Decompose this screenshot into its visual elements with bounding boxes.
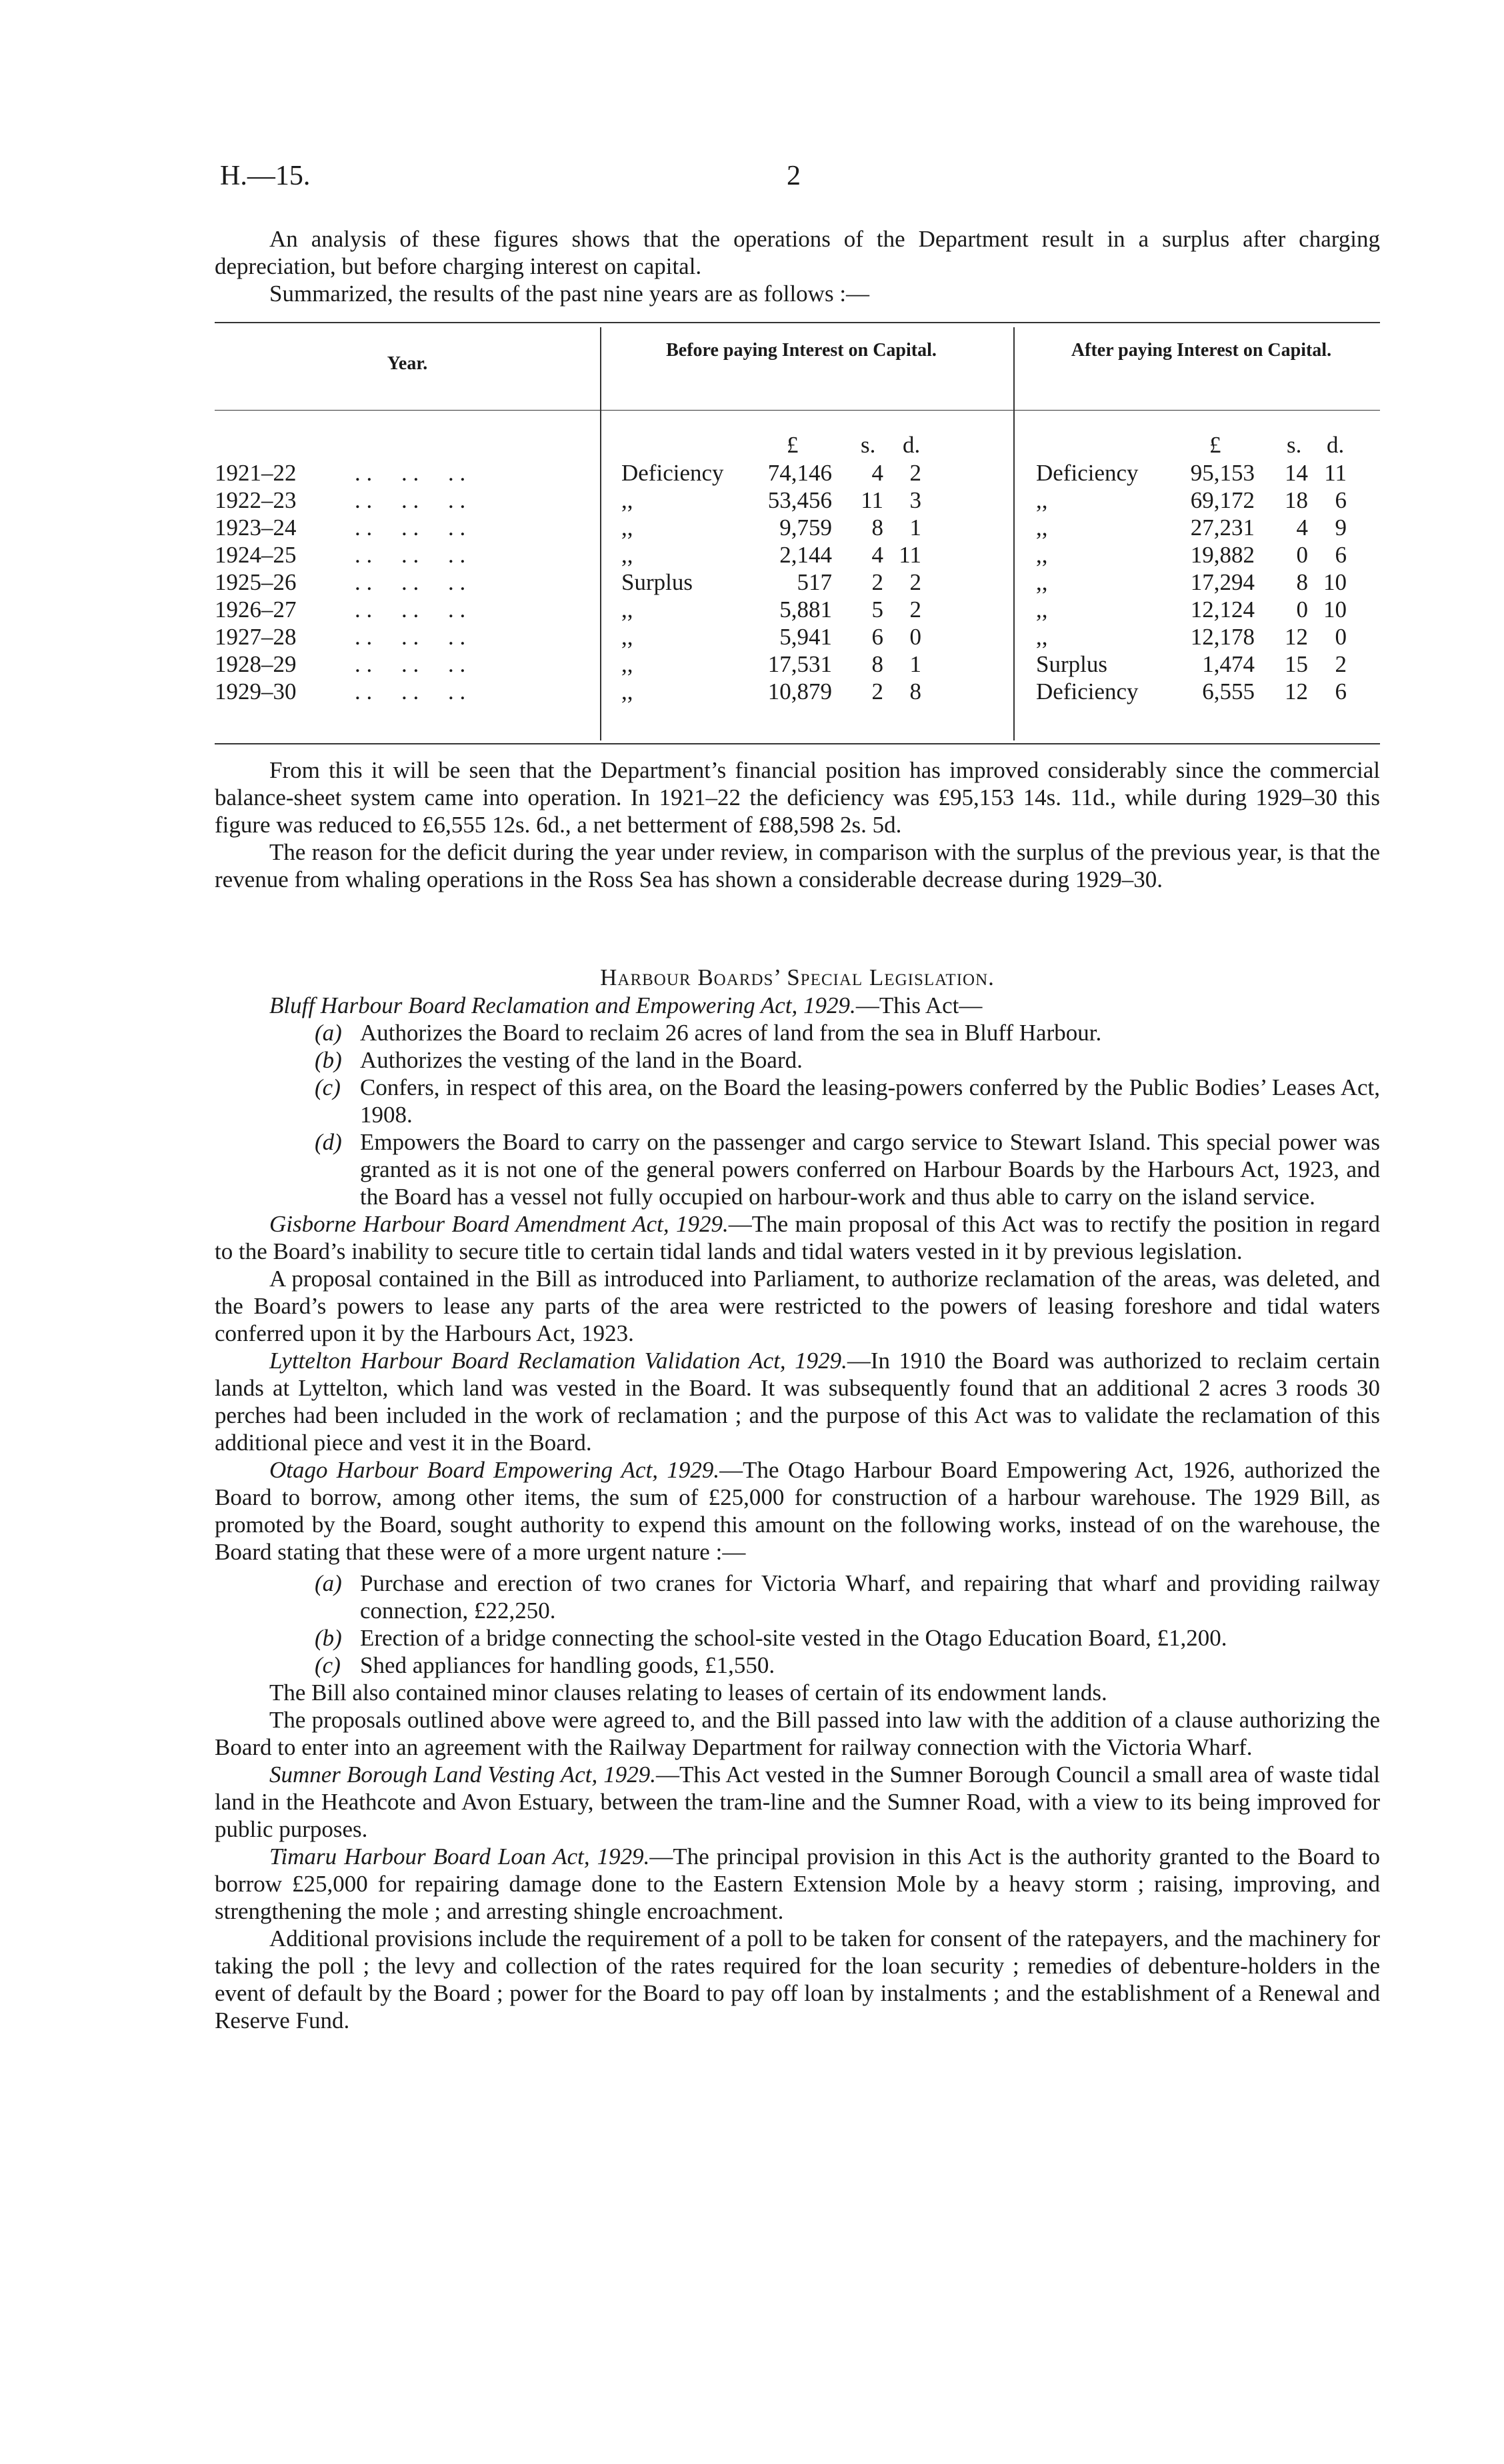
intro-paragraph: An analysis of these figures shows that the operations of the Department result in a surplus after charging depreciation, but before charging interest on capital. <box>215 226 1380 279</box>
after-pence: 10 <box>1323 569 1347 595</box>
item-text: Erection of a bridge connecting the school-site vested in the Otago Education Board, £1,200. <box>360 1625 1227 1651</box>
row-year: 1925–26 <box>215 569 297 595</box>
before-label: Surplus <box>621 569 693 595</box>
after-pence: 6 <box>1335 542 1347 568</box>
after-pence: 10 <box>1323 597 1347 622</box>
before-pounds: 10,879 <box>767 678 832 704</box>
item-label: (a) <box>315 1020 342 1046</box>
bluff-act-paragraph <box>215 992 1380 1019</box>
item-text: Purchase and erection of two cranes for Victoria Wharf, and repairing that wharf and providing railway connection, £22,250. <box>360 1570 1380 1624</box>
column-header-before-interest: Before paying Interest on Capital. <box>666 340 937 361</box>
after-pence: 9 <box>1335 515 1347 541</box>
after-shillings: 15 <box>1285 651 1308 677</box>
item-text: Authorizes the Board to reclaim 26 acres of land from the sea in Bluff Harbour. <box>360 1020 1102 1046</box>
before-label: ,, <box>621 515 633 541</box>
before-label: ,, <box>621 624 633 650</box>
item-text: Authorizes the vesting of the land in the Board. <box>360 1047 803 1073</box>
before-shillings: 8 <box>871 515 883 541</box>
timaru-additional-paragraph: Additional provisions include the requirement of a poll to be taken for consent of the ratepayers, and the machinery for taking the poll ; the levy and collection of the rates required for the loan security ; remedies of debenture-holders in the event of default by the Board ; power for the Board to pay off loan by instalments ; and the establishment of a Renewal and Reserve Fund. <box>215 1925 1380 2033</box>
before-label: ,, <box>621 487 633 513</box>
before-pence: 8 <box>909 678 921 704</box>
otago-works-list <box>215 1570 1380 1679</box>
lyttelton-act-title: Lyttelton Harbour Board Reclamation Validation Act, 1929. <box>269 1348 847 1374</box>
gisborne-act-text: —The main proposal of this Act was to rectify the position in regard to the Board’s inability to secure title to certain tidal lands and tidal waters vested in it by previous legislation. <box>215 1211 1380 1264</box>
after-label: ,, <box>1036 597 1048 622</box>
leader-dots: . . . . . . <box>355 569 466 595</box>
gisborne-act-paragraph <box>215 1210 1380 1265</box>
after-label: ,, <box>1036 624 1048 650</box>
leader-dots: . . . . . . <box>355 624 466 650</box>
sumner-act-title: Sumner Borough Land Vesting Act, 1929. <box>269 1762 657 1788</box>
after-shillings: 4 <box>1296 515 1308 541</box>
before-pounds: 517 <box>797 569 832 595</box>
leader-dots: . . . . . . <box>355 597 466 622</box>
before-pence: 0 <box>909 624 921 650</box>
unit-pence-before: d. <box>903 432 921 458</box>
analysis-block <box>215 756 1380 893</box>
unit-shilling-before: s. <box>861 432 876 458</box>
page-number: 2 <box>787 161 801 191</box>
leader-dots: . . . . . . <box>355 487 466 513</box>
sumner-act-paragraph <box>215 1761 1380 1843</box>
after-pounds: 1,474 <box>1202 651 1255 677</box>
item-label: (b) <box>315 1625 342 1651</box>
timaru-act-title: Timaru Harbour Board Loan Act, 1929. <box>269 1844 650 1869</box>
list-item <box>215 1624 1380 1652</box>
leader-dots: . . . . . . <box>355 460 466 486</box>
table-bottom-rule <box>215 743 1380 744</box>
otago-act-text: —The Otago Harbour Board Empowering Act, 1926, authorized the Board to borrow, among other items, the sum of £25,000 for construction of a harbour warehouse. The 1929 Bill, as promoted by the Board, sought authority to expend this amount on the following works, instead of on the warehouse, the Board stating that these were of a more urgent nature :— <box>215 1457 1381 1565</box>
list-item <box>215 1128 1380 1210</box>
before-pounds: 17,531 <box>767 651 832 677</box>
row-year: 1926–27 <box>215 597 297 622</box>
after-pounds: 12,124 <box>1190 597 1255 622</box>
before-label: ,, <box>621 542 633 568</box>
item-text: Empowers the Board to carry on the passenger and cargo service to Stewart Island. This special power was granted as it is not one of the general powers conferred on Harbour Boards by the Harbours Act, 1923, and the Board has a vessel not fully occupied on harbour-work and thus able to carry on the island service. <box>360 1129 1380 1210</box>
unit-shilling-after: s. <box>1287 432 1302 458</box>
after-pounds: 6,555 <box>1202 678 1255 704</box>
before-shillings: 4 <box>871 542 883 568</box>
leader-dots: . . . . . . <box>355 678 466 704</box>
after-pence: 2 <box>1335 651 1347 677</box>
after-pence: 0 <box>1335 624 1347 650</box>
unit-pence-after: d. <box>1327 432 1345 458</box>
list-item <box>215 1652 1380 1679</box>
leader-dots: . . . . . . <box>355 542 466 568</box>
otago-act-paragraph <box>215 1456 1380 1566</box>
before-pounds: 53,456 <box>767 487 832 513</box>
column-header-after-interest: After paying Interest on Capital. <box>1071 340 1332 361</box>
before-pence: 1 <box>909 651 921 677</box>
before-shillings: 6 <box>871 624 883 650</box>
row-year: 1927–28 <box>215 624 297 650</box>
lyttelton-act-text: —In 1910 the Board was authorized to reclaim certain lands at Lyttelton, which land was vested in the Board. It was subsequently found that an additional 2 acres 3 roods 30 perches had been included in the work of reclamation ; and the purpose of this Act was to validate the reclamation of this additional piece and vest it in the Board. <box>215 1348 1381 1456</box>
before-pounds: 74,146 <box>767 460 832 486</box>
item-label: (a) <box>315 1570 342 1596</box>
after-shillings: 8 <box>1296 569 1308 595</box>
column-header-year: Year. <box>387 353 428 374</box>
table-divider-1 <box>600 327 601 740</box>
after-label: ,, <box>1036 487 1048 513</box>
after-pence: 11 <box>1324 460 1347 486</box>
list-item <box>215 1019 1380 1046</box>
after-pounds: 17,294 <box>1190 569 1255 595</box>
before-label: ,, <box>621 651 633 677</box>
row-year: 1929–30 <box>215 678 297 704</box>
after-shillings: 18 <box>1285 487 1308 513</box>
before-pence: 3 <box>909 487 921 513</box>
before-shillings: 8 <box>871 651 883 677</box>
row-year: 1924–25 <box>215 542 297 568</box>
intro-block <box>215 225 1380 307</box>
row-year: 1921–22 <box>215 460 297 486</box>
results-table <box>215 322 1380 748</box>
after-pence: 6 <box>1335 487 1347 513</box>
legislation-block <box>215 992 1380 2034</box>
item-label: (c) <box>315 1074 341 1100</box>
after-shillings: 14 <box>1285 460 1308 486</box>
before-pence: 11 <box>899 542 921 568</box>
before-pounds: 9,759 <box>779 515 832 541</box>
row-year: 1928–29 <box>215 651 297 677</box>
bluff-act-lead: —This Act— <box>855 992 983 1018</box>
after-pounds: 95,153 <box>1190 460 1255 486</box>
row-year: 1922–23 <box>215 487 297 513</box>
before-shillings: 2 <box>871 678 883 704</box>
item-text: Shed appliances for handling goods, £1,550. <box>360 1652 775 1678</box>
otago-proposals-paragraph: The proposals outlined above were agreed to, and the Bill passed into law with the addition of a clause authorizing the Board to enter into an agreement with the Railway Department for railway connection with the Victoria Wharf. <box>215 1707 1380 1760</box>
otago-act-title: Otago Harbour Board Empowering Act, 1929. <box>269 1457 720 1483</box>
table-divider-2 <box>1013 327 1015 740</box>
after-pounds: 12,178 <box>1190 624 1255 650</box>
before-pence: 2 <box>909 597 921 622</box>
item-text: Confers, in respect of this area, on the Board the leasing-powers conferred by the Public Bodies’ Leases Act, 1908. <box>360 1074 1380 1128</box>
leader-dots: . . . . . . <box>355 651 466 677</box>
list-item <box>215 1046 1380 1074</box>
after-pounds: 27,231 <box>1190 515 1255 541</box>
item-label: (d) <box>315 1129 342 1155</box>
before-shillings: 2 <box>871 569 883 595</box>
item-label: (b) <box>315 1047 342 1073</box>
gisborne-proposal-paragraph: A proposal contained in the Bill as introduced into Parliament, to authorize reclamation of the areas, was deleted, and the Board’s powers to lease any parts of the area were restricted to the powers of leasing foreshore and tidal waters conferred upon it by the Harbours Act, 1923. <box>215 1266 1380 1346</box>
before-pence: 1 <box>909 515 921 541</box>
before-shillings: 4 <box>871 460 883 486</box>
list-item <box>215 1074 1380 1128</box>
after-pence: 6 <box>1335 678 1347 704</box>
bluff-act-title: Bluff Harbour Board Reclamation and Empowering Act, 1929. <box>269 992 856 1018</box>
sumner-act-text: —This Act vested in the Sumner Borough Council a small area of waste tidal land in the Heathcote and Avon Estuary, between the tram-line and the Sumner Road, with a view to its being improved for public purposes. <box>215 1762 1380 1842</box>
before-pounds: 5,881 <box>779 597 832 622</box>
lyttelton-act-paragraph <box>215 1347 1380 1456</box>
before-shillings: 5 <box>871 597 883 622</box>
unit-pound-before: £ <box>787 432 799 458</box>
before-shillings: 11 <box>861 487 883 513</box>
before-label: Deficiency <box>621 460 724 486</box>
after-shillings: 0 <box>1296 597 1308 622</box>
before-pence: 2 <box>909 569 921 595</box>
unit-pound-after: £ <box>1209 432 1221 458</box>
after-label: ,, <box>1036 569 1048 595</box>
otago-minor-clauses-paragraph: The Bill also contained minor clauses relating to leases of certain of its endowment lands. <box>269 1680 1107 1706</box>
item-label: (c) <box>315 1652 341 1678</box>
deficit-reason-paragraph: The reason for the deficit during the year under review, in comparison with the surplus of the previous year, is that the revenue from whaling operations in the Ross Sea has shown a considerable decrease during 1929–30. <box>215 839 1380 892</box>
table-top-rule <box>215 322 1380 323</box>
after-label: Deficiency <box>1036 678 1139 704</box>
before-pounds: 5,941 <box>779 624 832 650</box>
betterment-paragraph: From this it will be seen that the Department’s financial position has improved considerably since the commercial balance-sheet system came into operation. In 1921–22 the deficiency was £95,153 14s. 11d., while during 1929–30 this figure was reduced to £6,555 12s. 6d., a net betterment of £88,598 2s. 5d. <box>215 757 1380 838</box>
after-pounds: 19,882 <box>1190 542 1255 568</box>
after-pounds: 69,172 <box>1190 487 1255 513</box>
row-year: 1923–24 <box>215 515 297 541</box>
before-pounds: 2,144 <box>779 542 832 568</box>
after-shillings: 0 <box>1296 542 1308 568</box>
after-shillings: 12 <box>1285 624 1308 650</box>
after-label: ,, <box>1036 515 1048 541</box>
leader-dots: . . . . . . <box>355 515 466 541</box>
after-label: Deficiency <box>1036 460 1139 486</box>
list-item <box>215 1570 1380 1624</box>
after-label: ,, <box>1036 542 1048 568</box>
section-heading: Harbour Boards’ Special Legislation. <box>600 964 995 990</box>
after-label: Surplus <box>1036 651 1107 677</box>
before-label: ,, <box>621 597 633 622</box>
table-header-rule <box>215 410 1380 411</box>
intro-summary: Summarized, the results of the past nine years are as follows :— <box>269 281 870 307</box>
after-shillings: 12 <box>1285 678 1308 704</box>
before-label: ,, <box>621 678 633 704</box>
gisborne-act-title: Gisborne Harbour Board Amendment Act, 1929. <box>269 1211 729 1237</box>
timaru-act-paragraph <box>215 1843 1380 1925</box>
bluff-act-list <box>215 1019 1380 1210</box>
timaru-act-text: —The principal provision in this Act is the authority granted to the Board to borrow £25,000 for repairing damage done to the Eastern Extension Mole by a heavy storm ; raising, improving, and strengthening the mole ; and arresting shingle encroachment. <box>215 1844 1380 1924</box>
before-pence: 2 <box>909 460 921 486</box>
document-reference: H.—15. <box>220 161 311 191</box>
